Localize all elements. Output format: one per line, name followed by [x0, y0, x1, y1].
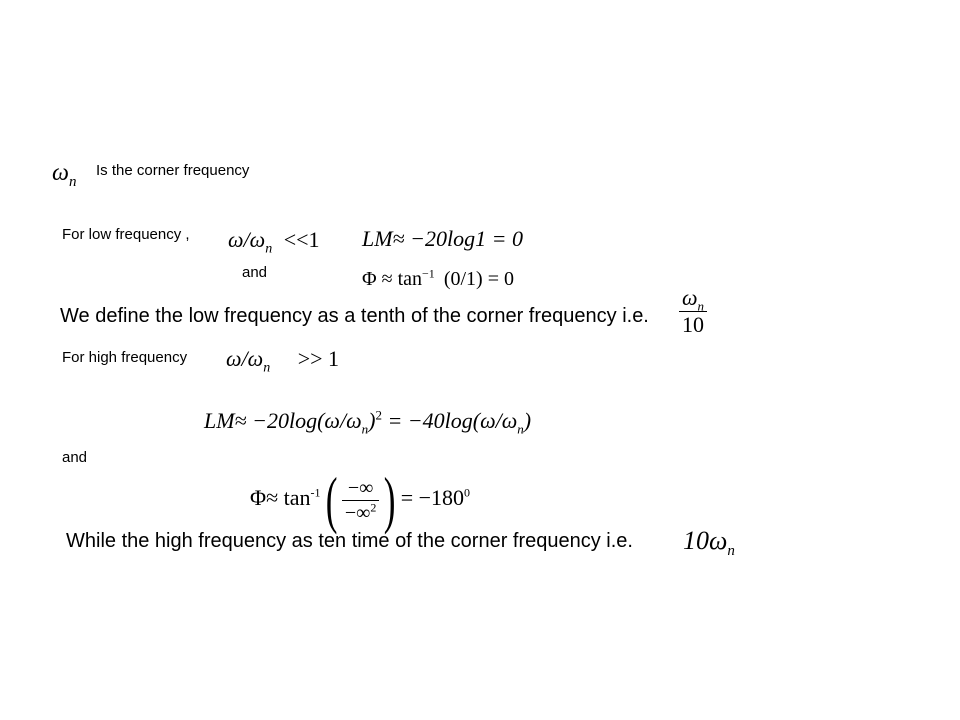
subscript-n: n [265, 241, 273, 257]
ten-omega-n [683, 526, 735, 560]
subscript-n: n [68, 173, 77, 190]
low-frequency-label: For low frequency , [62, 226, 190, 243]
corner-frequency-label: Is the corner frequency [96, 162, 250, 179]
inverse-superscript: -1 [310, 485, 321, 500]
subscript-n: n [727, 543, 735, 560]
low-phase-equation [362, 268, 514, 291]
minus-infinity: −∞ [344, 501, 371, 524]
omega-ratio: ω/ω [228, 227, 266, 252]
squared-superscript: 2 [375, 407, 382, 423]
squared-superscript: 2 [370, 499, 377, 514]
high-frequency-label: For high frequency [62, 349, 188, 366]
phi-approx-tan: Φ ≈ tan [362, 268, 423, 290]
right-paren: ) [384, 464, 396, 535]
fraction-numerator: −∞ [342, 477, 380, 501]
fraction-denominator [342, 501, 380, 524]
lm-left: LM≈ −20log(ω/ω [204, 408, 362, 433]
lm-close-paren: ) [368, 408, 376, 433]
tenth-fraction [679, 286, 707, 337]
phi-rest: (0/1) = 0 [443, 268, 514, 290]
high-frequency-condition [226, 346, 340, 376]
high-phase-equation [250, 464, 471, 535]
fraction-denominator: 10 [682, 312, 705, 338]
left-paren: ( [325, 464, 338, 535]
much-less-than-one: <<1 [283, 227, 320, 252]
omega-glyph: ω [682, 285, 698, 310]
high-and-label: and [62, 449, 88, 466]
degree-superscript: 0 [464, 485, 471, 500]
omega-ratio: ω/ω [226, 346, 264, 371]
phi-approx-tan: Φ≈ tan [250, 485, 311, 511]
low-frequency-condition [228, 227, 320, 257]
low-frequency-definition: We define the low frequency as a tenth of the corner frequency i.e. [60, 305, 649, 327]
high-lm-equation [204, 407, 532, 437]
subscript-n: n [263, 360, 271, 376]
subscript-n: n [517, 421, 524, 437]
subscript-n: n [361, 421, 369, 437]
omega-glyph: ω [52, 160, 69, 186]
fraction-numerator [679, 286, 707, 312]
low-lm-equation: LM≈ −20log1 = 0 [362, 226, 523, 251]
lm-close-paren-2: ) [523, 408, 532, 433]
ten-omega: 10ω [683, 526, 728, 555]
subscript-n: n [697, 298, 705, 314]
omega-n-symbol [52, 160, 77, 190]
low-and-label: and [242, 264, 268, 281]
lm-right: = −40log(ω/ω [387, 408, 518, 433]
high-frequency-definition: While the high frequency as ten time of the corner frequency i.e. [66, 530, 633, 552]
inverse-superscript: −1 [422, 266, 435, 281]
phi-value: = −180 [400, 485, 465, 511]
much-greater-than-one: >> 1 [297, 346, 340, 371]
